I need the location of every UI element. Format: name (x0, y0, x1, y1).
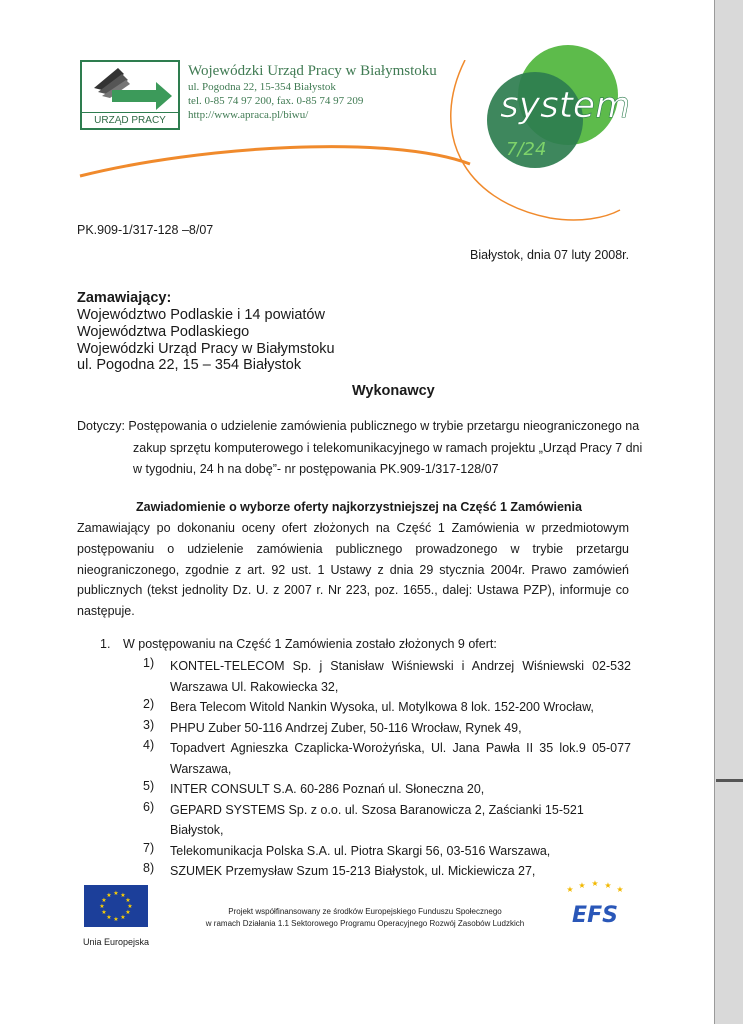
list-item-text: INTER CONSULT S.A. 60-286 Poznań ul. Słoneczna 20, (170, 782, 485, 796)
orderer-line: Województwa Podlaskiego (77, 324, 250, 340)
svg-text:★: ★ (566, 885, 574, 894)
place-date: Białystok, dnia 07 luty 2008r. (470, 248, 630, 262)
list-item-number: 8) (143, 861, 155, 875)
point-number: 1. (100, 637, 111, 651)
list-item (143, 738, 631, 779)
svg-text:★: ★ (125, 909, 131, 916)
orderer-line: Województwo Podlaskie i 14 powiatów (77, 307, 325, 323)
list-item-number: 7) (143, 840, 155, 855)
subject-line-1 (77, 419, 639, 433)
subject-label: Dotyczy: (77, 419, 125, 433)
project-line-2: w ramach Działania 1.1 Sektorowego Programu Operacyjnego Rozwój Zasobów Ludzkich (205, 919, 525, 928)
orderer-line: Wojewódzki Urząd Pracy w Białymstoku (77, 341, 335, 357)
notice-title: Zawiadomienie o wyborze oferty najkorzystniejszej na Część 1 Zamówienia (136, 500, 582, 514)
orderer-heading: Zamawiający: (77, 290, 172, 306)
logo-label: URZĄD PRACY (82, 112, 178, 128)
list-item-text: SZUMEK Przemysław Szum 15-213 Białystok, ul. Mickiewicza 27, (170, 864, 536, 878)
svg-text:★: ★ (106, 914, 112, 921)
svg-text:★: ★ (120, 892, 126, 899)
org-phone: tel. 0-85 74 97 200, fax. 0-85 74 97 209 (188, 95, 364, 107)
svg-text:★: ★ (604, 881, 612, 890)
svg-text:★: ★ (578, 881, 586, 890)
list-item (143, 861, 631, 882)
svg-text:★: ★ (106, 892, 112, 899)
list-item-number: 5) (143, 779, 155, 793)
list-item-text: Topadvert Agnieszka Czaplicka-Worożyńska, Ul. Jana Pawła II 35 lok.9 05-077 Warszawa, (170, 741, 631, 776)
efs-logo (558, 880, 632, 928)
org-address: ul. Pogodna 22, 15-354 Białystok (188, 81, 336, 93)
org-web: http://www.apraca.pl/biwu/ (188, 109, 309, 121)
svg-text:★: ★ (616, 885, 624, 894)
intro-paragraph: Zamawiający po dokonaniu oceny ofert złożonych na Część 1 Zamówienia w przedmiotowym postępowaniu o udzielenie zamówienia publicznego prowadzonego w trybie przetargu nieograniczonego, zgodnie z art. 92 ust. 1 Ustawy z dnia 29 stycznia 2004r. Prawo zamówień publicznych (tekst jednolity Dz. U. z 2007 r. Nr 223, poz. 1655., dalej: Ustawa PZP), informuje co następuje. (77, 521, 629, 619)
svg-text:★: ★ (127, 903, 133, 910)
reference-number: PK.909-1/317-128 –8/07 (77, 223, 214, 237)
list-item (143, 697, 631, 718)
svg-text:★: ★ (120, 914, 126, 921)
eu-stars-icon (84, 885, 148, 927)
svg-text:★: ★ (101, 897, 107, 904)
orderer-line: ul. Pogodna 22, 15 – 354 Białystok (77, 357, 302, 373)
offers-list (143, 656, 631, 882)
list-item-text: Telekomunikacja Polska S.A. ul. Piotra Skargi 56, 03-516 Warszawa, (170, 843, 551, 858)
point-text: W postępowaniu na Część 1 Zamówienia zostało złożonych 9 ofert: (123, 637, 497, 651)
list-item (143, 656, 631, 697)
system-724-logo (470, 45, 630, 180)
svg-text:★: ★ (101, 909, 107, 916)
project-line-1: Projekt współfinansowany ze środków Europejskiego Funduszu Społecznego (228, 907, 502, 916)
eu-flag (84, 885, 148, 927)
list-item-number: 3) (143, 717, 155, 732)
list-item-number: 1) (143, 656, 155, 670)
org-name: Wojewódzki Urząd Pracy w Białymstoku (188, 63, 437, 79)
scan-mark (716, 779, 743, 782)
svg-text:★: ★ (591, 880, 599, 888)
subject-text: Postępowania o udzielenie zamówienia publicznego w trybie przetargu nieograniczonego na (128, 419, 640, 433)
list-item-number: 2) (143, 697, 155, 711)
system-logo-sub: 7/24 (506, 139, 547, 160)
scan-edge (714, 0, 743, 1024)
list-item-text: GEPARD SYSTEMS Sp. z o.o. ul. Szosa Baranowicza 2, Zaścianki 15-521 Białystok, (170, 802, 584, 837)
system-logo-text: system (500, 85, 630, 126)
project-note (185, 906, 545, 930)
list-item-number: 4) (143, 738, 155, 752)
list-item (143, 841, 631, 862)
list-item (143, 718, 631, 739)
list-item-text: KONTEL-TELECOM Sp. j Stanisław Wiśniewski i Andrzej Wiśniewski 02-532 Warszawa Ul. Rakowiecka 32, (170, 659, 631, 694)
list-item-text: Bera Telecom Witold Nankin Wysoka, ul. Motylkowa 8 lok. 152-200 Wrocław, (170, 700, 594, 714)
subject-line-2: zakup sprzętu komputerowego i telekomunikacyjnego w ramach projektu „Urząd Pracy 7 dni (133, 441, 643, 455)
list-item (143, 800, 631, 841)
eu-label: Unia Europejska (82, 937, 150, 947)
recipients: Wykonawcy (352, 383, 435, 399)
svg-text:★: ★ (125, 897, 131, 904)
list-item-text: PHPU Zuber 50-116 Andrzej Zuber, 50-116 Wrocław, Rynek 49, (170, 720, 522, 735)
svg-text:★: ★ (99, 903, 105, 910)
efs-text: EFS (572, 903, 618, 928)
list-item (143, 779, 631, 800)
svg-text:★: ★ (113, 890, 119, 897)
subject-line-3: w tygodniu, 24 h na dobę”- nr postępowania PK.909-1/317-128/07 (133, 462, 499, 476)
list-item-number: 6) (143, 799, 155, 814)
svg-text:★: ★ (113, 916, 119, 923)
